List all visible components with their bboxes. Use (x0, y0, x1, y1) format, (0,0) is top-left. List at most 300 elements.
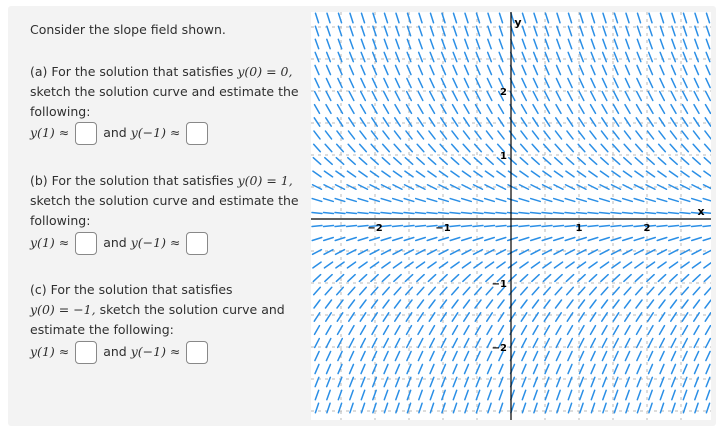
slope-segment (315, 326, 320, 335)
slope-segment (532, 275, 539, 282)
slope-segment (533, 92, 538, 101)
slope-segment (324, 250, 333, 255)
slope-segment (545, 377, 549, 386)
slope-segment (464, 118, 470, 126)
slope-segment (694, 313, 699, 321)
slope-segment (533, 351, 537, 360)
slope-segment (567, 287, 574, 294)
slope-segment (405, 158, 412, 165)
slope-segment (417, 287, 424, 294)
slope-segment (567, 144, 574, 151)
slope-segment (497, 262, 505, 268)
slope-segment (358, 199, 368, 202)
slope-segment (359, 171, 367, 177)
slope-segment (614, 351, 618, 360)
slope-segment (473, 199, 483, 202)
slope-segment (682, 118, 688, 126)
slope-segment (649, 65, 653, 74)
slope-segment (531, 185, 540, 189)
slope-segment (705, 144, 711, 151)
slope-segment (350, 39, 353, 48)
slope-segment (522, 364, 526, 373)
slope-segment (349, 326, 354, 335)
slope-segment (520, 158, 527, 165)
slope-segment (384, 13, 387, 23)
slope-segment (419, 364, 423, 373)
slope-segment (452, 118, 458, 126)
slope-segment (347, 250, 356, 255)
slope-segment (706, 78, 710, 87)
slope-segment (360, 105, 365, 114)
slope-segment (384, 326, 389, 335)
slope-segment (692, 171, 700, 177)
slope-segment (603, 39, 606, 48)
slope-segment (485, 199, 495, 202)
slope-segment (462, 213, 472, 214)
slope-segment (693, 144, 700, 151)
slope-segment (683, 78, 687, 87)
slope-segment (383, 313, 388, 321)
slope-segment (706, 339, 711, 348)
slope-segment (555, 300, 561, 308)
slope-segment (384, 377, 388, 386)
slope-segment (637, 377, 641, 386)
slope-segment (636, 131, 642, 139)
slope-segment (407, 52, 411, 61)
slope-segment (660, 65, 664, 74)
slope-segment (568, 351, 572, 360)
slope-segment (577, 238, 587, 241)
slope-segment (567, 105, 572, 114)
slope-segment (372, 326, 377, 335)
slope-segment (568, 39, 571, 48)
slope-segment (429, 144, 436, 151)
slope-segment (465, 13, 468, 23)
slope-segment (683, 39, 686, 48)
slope-segment (646, 171, 654, 177)
slope-segment (393, 225, 403, 226)
slope-segment (462, 250, 471, 255)
slope-segment (694, 118, 700, 126)
slope-segment (565, 199, 575, 202)
slope-segment (452, 105, 457, 114)
slope-segment (660, 351, 664, 360)
slope-segment (350, 26, 353, 35)
x-tick-label: 1 (575, 223, 583, 234)
slope-segment (706, 65, 710, 74)
slope-segment (602, 118, 608, 126)
slope-segment (600, 199, 610, 202)
slope-segment (544, 131, 550, 139)
slope-segment (453, 26, 456, 35)
slope-segment (315, 364, 319, 373)
slope-segment (623, 171, 631, 177)
slope-segment (396, 13, 399, 23)
slope-segment (393, 199, 403, 202)
y-tick-label: −2 (491, 343, 507, 354)
slope-segment (682, 131, 688, 139)
slope-segment (694, 78, 698, 87)
slope-segment (499, 13, 502, 23)
slope-segment (603, 65, 607, 74)
slope-segment (405, 171, 413, 177)
answer-c-yneg1-input[interactable] (186, 341, 208, 364)
slope-segment (591, 390, 594, 399)
slope-segment (450, 225, 460, 226)
slope-segment (315, 92, 320, 101)
slope-segment (463, 131, 469, 139)
slope-segment (657, 225, 667, 226)
slope-segment (545, 351, 549, 360)
slope-segment (349, 92, 354, 101)
slope-segment (485, 213, 495, 214)
slope-segment (384, 92, 389, 101)
slope-segment (325, 300, 331, 308)
slope-segment (532, 144, 539, 151)
slope-segment (430, 39, 433, 48)
slope-segment (349, 118, 355, 126)
slope-segment (430, 339, 435, 348)
slope-segment (695, 39, 698, 48)
slope-segment (441, 326, 446, 335)
slope-segment (534, 52, 538, 61)
slope-segment (441, 92, 446, 101)
slope-segment (453, 339, 458, 348)
slope-segment (613, 118, 619, 126)
y-tick-label: 1 (500, 151, 507, 162)
slope-segment (589, 262, 597, 268)
slope-segment (579, 351, 583, 360)
slope-segment (672, 390, 675, 399)
slope-segment (637, 13, 640, 23)
slope-segment (486, 144, 493, 151)
slope-segment (396, 390, 399, 399)
part-b-line3: following: (30, 213, 91, 228)
slope-field-svg (311, 12, 711, 420)
slope-segment (395, 326, 400, 335)
slope-segment (531, 171, 539, 177)
y-axis-label: y (514, 16, 522, 29)
slope-segment (531, 225, 541, 226)
slope-segment (350, 364, 354, 373)
slope-segment (671, 313, 676, 321)
slope-segment (488, 26, 491, 35)
slope-segment (670, 275, 677, 282)
slope-segment (349, 78, 353, 87)
slope-segment (486, 300, 492, 308)
slope-segment (348, 287, 355, 294)
slope-segment (499, 364, 503, 373)
slope-segment (394, 131, 400, 139)
slope-segment (660, 92, 665, 101)
slope-segment (361, 390, 364, 399)
slope-segment (428, 158, 435, 165)
slope-segment (336, 262, 344, 268)
slope-segment (382, 171, 390, 177)
slope-segment (361, 39, 364, 48)
slope-segment (452, 131, 458, 139)
slope-segment (315, 78, 319, 87)
slope-segment (337, 105, 342, 114)
slope-segment (350, 13, 353, 23)
answer-a-yneg1-input[interactable] (186, 122, 208, 145)
slope-segment (347, 171, 355, 177)
slope-segment (636, 144, 643, 151)
slope-segment (417, 131, 423, 139)
slope-segment (545, 390, 548, 399)
slope-segment (533, 313, 538, 321)
slope-segment (361, 339, 366, 348)
slope-segment (672, 377, 676, 386)
slope-segment (418, 313, 423, 321)
slope-segment (683, 65, 687, 74)
slope-segment (485, 225, 495, 226)
slope-segment (555, 275, 562, 282)
slope-segment (453, 390, 456, 399)
slope-segment (348, 144, 355, 151)
slope-segment (393, 262, 401, 268)
slope-segment (601, 275, 608, 282)
slope-segment (383, 131, 389, 139)
slope-segment (614, 52, 618, 61)
slope-segment (429, 131, 435, 139)
slope-segment (347, 199, 357, 202)
slope-segment (350, 403, 353, 412)
slope-segment (498, 300, 504, 308)
slope-segment (659, 118, 665, 126)
slope-segment (625, 105, 630, 114)
answer-c-y1-input[interactable] (75, 341, 97, 364)
slope-segment (417, 144, 424, 151)
slope-segment (659, 144, 666, 151)
slope-segment (672, 39, 675, 48)
slope-segment (613, 144, 620, 151)
slope-segment (416, 225, 426, 226)
slope-segment (557, 52, 561, 61)
slope-segment (705, 118, 711, 126)
answer-b-y1-input[interactable] (75, 232, 97, 255)
slope-segment (680, 225, 690, 226)
slope-segment (499, 65, 503, 74)
slope-segment (522, 26, 525, 35)
slope-segment (625, 92, 630, 101)
slope-segment (623, 250, 632, 255)
slope-segment (532, 300, 538, 308)
slope-segment (464, 78, 468, 87)
slope-segment (314, 313, 319, 321)
slope-segment (669, 171, 677, 177)
slope-segment (324, 213, 334, 214)
slope-segment (623, 199, 633, 202)
slope-segment (430, 92, 435, 101)
slope-segment (566, 262, 574, 268)
slope-segment (625, 351, 629, 360)
slope-segment (522, 78, 526, 87)
slope-segment (680, 238, 690, 241)
slope-segment (359, 262, 367, 268)
slope-segment (557, 13, 560, 23)
slope-segment (693, 300, 699, 308)
part-c-line3: estimate the following: (30, 322, 174, 337)
slope-segment (647, 275, 654, 282)
slope-segment (695, 364, 699, 373)
slope-segment (418, 92, 423, 101)
slope-segment (522, 326, 527, 335)
slope-segment (419, 377, 423, 386)
slope-segment (427, 213, 437, 214)
slope-segment (637, 65, 641, 74)
slope-segment (637, 52, 641, 61)
slope-segment (626, 364, 630, 373)
slope-segment (312, 199, 322, 202)
slope-segment (703, 238, 711, 241)
slope-segment (393, 171, 401, 177)
slope-segment (335, 238, 345, 241)
slope-segment (496, 199, 506, 202)
slope-segment (336, 250, 345, 255)
slope-segment (338, 339, 343, 348)
slope-segment (603, 377, 607, 386)
part-c-answers: y(1) ≈ and y(−1) ≈ (30, 341, 210, 364)
slope-segment (601, 131, 607, 139)
slope-segment (337, 118, 343, 126)
slope-segment (315, 39, 318, 48)
slope-segment (672, 13, 675, 23)
slope-segment (395, 78, 399, 87)
slope-segment (579, 313, 584, 321)
answer-b-yneg1-input[interactable] (186, 232, 208, 255)
slope-segment (520, 262, 528, 268)
slope-segment (383, 300, 389, 308)
slope-segment (488, 390, 491, 399)
slope-segment (531, 250, 540, 255)
slope-segment (508, 225, 518, 226)
slope-segment (567, 131, 573, 139)
slope-segment (557, 65, 561, 74)
slope-segment (314, 118, 320, 126)
slope-segment (602, 351, 606, 360)
slope-segment (407, 78, 411, 87)
slope-segment (669, 199, 679, 202)
slope-segment (521, 131, 527, 139)
slope-segment (337, 313, 342, 321)
slope-segment (416, 213, 426, 214)
slope-segment (396, 26, 399, 35)
slope-segment (591, 326, 596, 335)
slope-segment (580, 26, 583, 35)
slope-segment (429, 287, 436, 294)
slope-segment (591, 13, 594, 23)
slope-segment (695, 390, 698, 399)
slope-segment (624, 287, 631, 294)
slope-segment (475, 131, 481, 139)
slope-segment (557, 26, 560, 35)
slope-segment (509, 300, 515, 308)
slope-segment (658, 185, 667, 189)
slope-segment (416, 250, 425, 255)
slope-segment (358, 213, 368, 214)
slope-segment (566, 250, 575, 255)
slope-segment (384, 65, 388, 74)
slope-segment (465, 39, 468, 48)
slope-segment (439, 213, 449, 214)
slope-segment (623, 262, 631, 268)
slope-segment (660, 364, 664, 373)
slope-segment (658, 262, 666, 268)
slope-segment (682, 105, 687, 114)
slope-segment (384, 78, 388, 87)
slope-segment (670, 158, 677, 165)
slope-segment (315, 26, 318, 35)
slope-segment (324, 199, 334, 202)
slope-segment (498, 313, 503, 321)
slope-segment (416, 171, 424, 177)
slope-segment (614, 390, 617, 399)
slope-segment (671, 339, 676, 348)
slope-segment (625, 326, 630, 335)
slope-segment (659, 105, 664, 114)
slope-segment (556, 326, 561, 335)
slope-segment (706, 13, 709, 23)
slope-segment (647, 300, 653, 308)
slope-segment (705, 300, 711, 308)
slope-segment (706, 26, 709, 35)
slope-segment (556, 78, 560, 87)
slope-segment (419, 65, 423, 74)
slope-segment (488, 364, 492, 373)
slope-segment (670, 131, 676, 139)
slope-segment (464, 351, 468, 360)
slope-segment (706, 326, 711, 335)
slope-segment (462, 185, 471, 189)
answer-a-y1-input[interactable] (75, 122, 97, 145)
slope-segment (603, 13, 606, 23)
slope-segment (405, 262, 413, 268)
slope-segment (384, 364, 388, 373)
slope-segment (580, 65, 584, 74)
slope-segment (671, 326, 676, 335)
slope-segment (672, 364, 676, 373)
slope-segment (463, 287, 470, 294)
slope-segment (694, 105, 699, 114)
slope-segment (476, 92, 481, 101)
slope-segment (498, 118, 504, 126)
slope-segment (705, 105, 710, 114)
slope-segment (324, 238, 334, 241)
slope-segment (474, 171, 482, 177)
slope-segment (488, 39, 491, 48)
slope-segment (657, 199, 667, 202)
slope-segment (555, 144, 562, 151)
slope-field-graph[interactable] (311, 12, 711, 420)
slope-segment (382, 275, 389, 282)
slope-segment (462, 238, 472, 241)
slope-segment (359, 275, 366, 282)
slope-segment (706, 364, 710, 373)
slope-segment (508, 250, 517, 255)
slope-segment (450, 199, 460, 202)
slope-segment (519, 238, 529, 241)
slope-segment (580, 390, 583, 399)
slope-segment (358, 238, 368, 241)
slope-segment (706, 52, 710, 61)
slope-segment (591, 339, 596, 348)
slope-segment (556, 313, 561, 321)
slope-segment (314, 105, 319, 114)
slope-segment (671, 351, 675, 360)
slope-segment (496, 213, 506, 214)
slope-segment (417, 300, 423, 308)
